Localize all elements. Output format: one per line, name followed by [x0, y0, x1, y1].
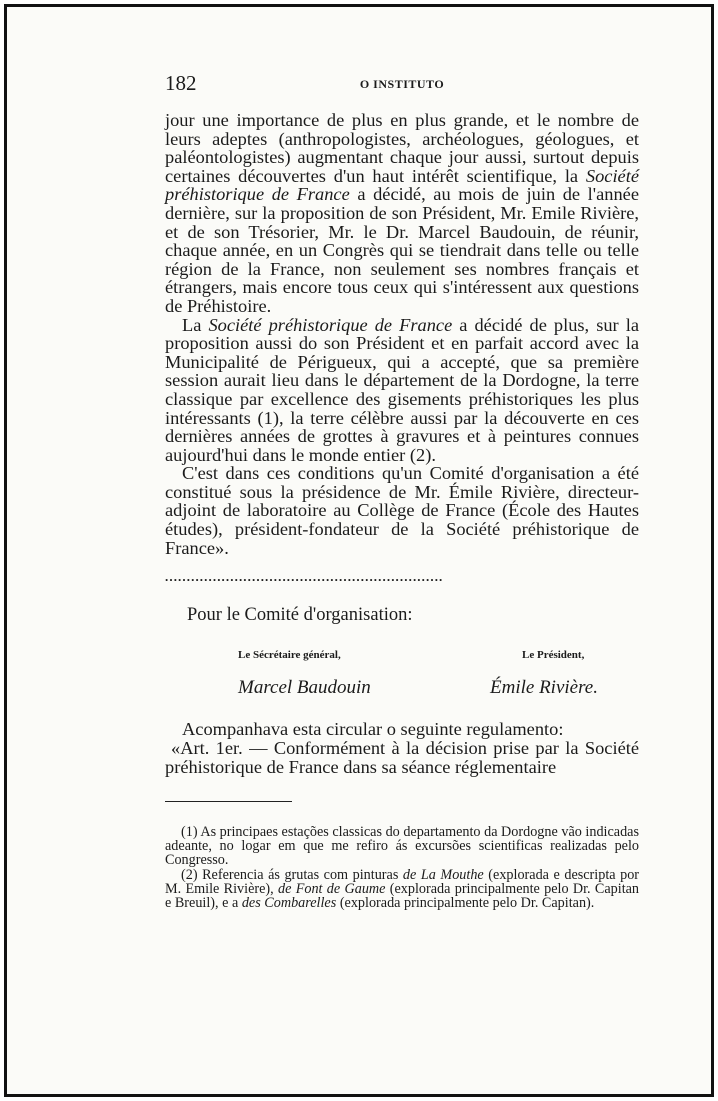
- cave-name: des Combarelles: [241, 895, 337, 912]
- secretary-name: Marcel Baudouin: [238, 677, 371, 698]
- page-frame: [4, 4, 714, 1097]
- cave-name: de Font de Gaume: [278, 880, 386, 897]
- paragraph: [165, 316, 639, 465]
- footnotes: [165, 825, 639, 910]
- signature-heading: Pour le Comité d'organisation:: [187, 605, 413, 625]
- president-role: Le Président,: [522, 649, 585, 661]
- regulation-text: [165, 720, 639, 776]
- paragraph-text: a décidé de plus, sur la proposition aussi do son Président et en parfait accord avec la Municipalité de Périgueux, qui a accepté, que sa première session aurait lieu dans le département de la Dordogne, la terre classique par excellence des gisements préhistoriques les plus intéressants (1), la terre célèbre aussi par la découverte en ces dernières années de grottes à gravures et à peintures connues aujourd'hui dans le monde entier (2).: [165, 314, 639, 465]
- paragraph-text: La: [182, 314, 202, 335]
- footnote-rule: [165, 801, 292, 802]
- page-number: 182: [165, 71, 197, 95]
- paragraph-continued: [165, 111, 639, 316]
- cave-name: de La Mouthe: [402, 866, 484, 883]
- society-name: Société préhistorique de France: [165, 165, 639, 205]
- footnote-2: [165, 868, 639, 911]
- paragraph-text: a décidé, au mois de juin de l'année dernière, sur la proposition de son Président, Mr. Emile Rivière, et de son Trésorier, Mr. le Dr. Marcel Baudouin, de réunir, chaque année, en un Congrès qui se tiendrait dans telle ou telle région de la France, non seulement ses nombres français et étrangers, mais encore tous ceux qui s'intéressent aux questions de Préhistoire.: [165, 184, 639, 316]
- footnote-text: (explorada principalmente pelo Dr. Capitan e Breuil), e a: [165, 880, 640, 912]
- running-header: [165, 71, 639, 95]
- article-paragraph: «Art. 1er. — Conformément à la décision prise par la Société préhistorique de France dans sa séance réglementaire: [165, 737, 639, 777]
- footnote-text: (explorada principalmente pelo Dr. Capitan).: [339, 895, 595, 912]
- paragraph: C'est dans ces conditions qu'un Comité d'organisation a été constitué sous la présidence de Mr. Émile Rivière, directeur-adjoint de laboratoire au Collège de France (École des Hautes études), président-fondateur de la Société préhistorique de France».: [165, 463, 639, 558]
- paragraph: Acompanhava esta circular o seguinte regulamento:: [182, 719, 564, 739]
- society-name: Société préhistorique de France: [208, 314, 453, 335]
- footnote-text: (explorada e descripta por M. Emile Rivière),: [165, 866, 640, 897]
- president-name: Émile Rivière.: [490, 677, 598, 698]
- secretary-role: Le Sécrétaire général,: [238, 649, 341, 661]
- main-text: [165, 111, 639, 557]
- footnote-text: (2) Referencia ás grutas com pinturas: [181, 866, 399, 883]
- running-title: O INSTITUTO: [359, 77, 445, 91]
- footnote-1: (1) As principaes estações classicas do departamento da Dordogne vão indicadas adeante, no logar em que me refiro ás excursões scientificas realizadas pelo Congresso.: [165, 824, 639, 869]
- paragraph-text: jour une importance de plus en plus grande, et le nombre de leurs adeptes (anthropologistes, archéologues, géologues, et paléontologistes) augmentant chaque jour aussi, surtout depuis certaines découvertes d'un haut intérêt scientifique, la: [165, 110, 639, 186]
- dotted-separator: ................................................................: [165, 569, 444, 584]
